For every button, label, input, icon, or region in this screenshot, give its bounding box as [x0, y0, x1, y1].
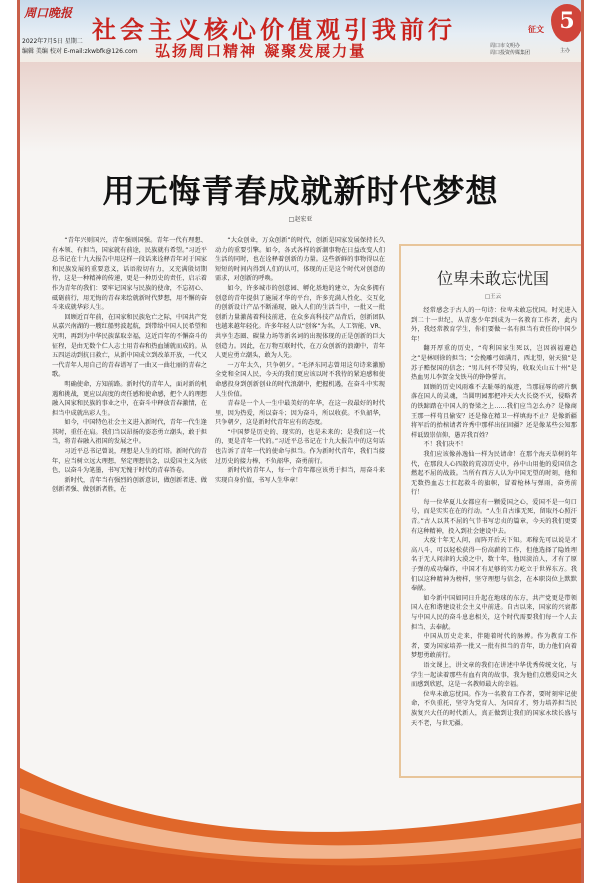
- organizer: 周口市文明办 周口投资传媒集团: [490, 43, 531, 56]
- paragraph: 习近平总书记曾说，理想是人生的灯塔。新时代的青年，应当树立远大理想，坚定理想信念，以爱国主义为底色，以奋斗为笔墨，书写无愧于时代的青春答卷。: [52, 448, 207, 475]
- paragraph: 新时代的青年人，每一个青年都应该勇于担当，用奋斗来实现自身价值，书写人生华章！: [215, 467, 385, 484]
- paragraph: 如今，中国特色社会主义进入新时代，青年一代生逢其时，重任在肩。我们当以昂扬的姿态勇立潮头，敢于担当，将青春融入祖国的发展之中。: [52, 419, 207, 446]
- banner-slogan: 社会主义核心价值观引我前行: [92, 15, 456, 44]
- paragraph: “大众创业，万众创新”的时代，创新是国家发展保持长久动力的重要引擎。如今，各式各样的新潮事物在日益改变人们生活的同时，也在诠释着创新的力量。这些新鲜的事物得以在短短的时间内得到人们的认可，体现的正是这个时代对创意的需求，对创新的呼唤。: [215, 237, 385, 283]
- paragraph: 不！我们决不！: [423, 441, 467, 449]
- newspaper-page: [17, 0, 584, 883]
- paragraph: 明确使命，方知前路。新时代的青年人，面对新的机遇和挑战，更应以高度的责任感和使命感，把个人的理想融入国家和民族的事业之中，在奋斗中释放青春激情，在担当中成就出彩人生。: [52, 380, 207, 417]
- editor-info: 编辑 美编 校对 E-mail:zkwbfk@126.com: [22, 48, 138, 55]
- organizer-role: 主办: [560, 48, 571, 54]
- paragraph: 一万年太久，只争朝夕。“毛泽东同志曾用这句诗来激励全党和全国人民，今天的我们更应该以时不我待的紧迫感和使命感投身到创新创业的时代浪潮中，把握机遇，在奋斗中实现人生价值。: [215, 361, 385, 398]
- newspaper-logo: 周口晚报: [24, 6, 73, 20]
- paragraph: 位卑未敢忘忧国。作为一名教育工作者，要时刻牢记使命，不负重托，坚守为党育人、为国育才，努力培养担当民族复兴大任的时代新人，真正做到让我们的国家永续长盛与天不老，与世无疆。: [411, 690, 577, 727]
- paragraph: 语文课上，讲文章的我们在讲述中华优秀传统文化，与学生一起读着那些有血有肉的故事，我为他们点燃爱国之火而感到欣慰，这是一名教师最大的幸福。: [411, 661, 577, 689]
- sidebar-article-byline: □王云: [484, 294, 502, 300]
- sidebar-article-box: [399, 244, 584, 778]
- sidebar-article-title: 位卑未敢忘忧国: [436, 269, 549, 288]
- paragraph: 每一位华夏儿女都应有一颗爱国之心，爱国不是一句口号，而是实实在在的行动。“人生自古谁无死，留取丹心照汗青。”古人以其不屈的气节书写忠贞的篇章，今天的我们更要有这种精神，投入到社会建设中去。: [411, 498, 577, 535]
- issue-date: 2022年7月5日 星期二: [22, 38, 83, 45]
- paragraph: 如今新中国如同日升起在地球的东方，共产党更是带领国人在和谐建设社会主义中前进。自古以来，国家的兴衰都与中国人民的奋斗息息相关，这个时代需要我们每一个人去担当、去奉献。: [411, 594, 577, 631]
- sidebar-article-body: [411, 306, 577, 774]
- paragraph: “青年兴则国兴，青年强则国强。青年一代有理想、有本领、有担当，国家就有前途，民族就有希望。”习近平总书记在十九大报告中用这样一段话来诠释青年对于国家和民族发展的重要意义，话语殷切有力，又充满殷切期待，这是一种精神的传递，更是一种历史的责任，启示着作为青年的我们：要牢记国家与民族的使命，不忘初心、砥砺前行，用无悔的青春来绘就新时代梦想，用不懈的奋斗来成就华彩人生。: [52, 237, 207, 312]
- masthead-banner: [20, 0, 581, 62]
- paragraph: 回顾近百年前，在国家和民族危亡之际，中国共产党从嘉兴南湖的一艘红船劈波起航，到带给中国人民希望和光明，再到为中华民族谋取幸福，这近百年的不懈奋斗的征程，是由无数个仁人志士用青春和热血铺就而成的。从五四运动到抗日救亡，从新中国成立到改革开放，一代又一代青年人用自己的青春谱写了一曲又一曲壮丽的青春之歌。: [52, 313, 207, 379]
- paragraph: 如今，许多城市的创意园、孵化基地的建立，为众多拥有创意的青年提供了施展才华的平台，许多充满人性化、交互化的创新设计产品不断涌现，融入人们的生活当中，一批又一批创新力量激荡着科技前进，在众多高科技产品背后，创新团队也越来越年轻化。许多年轻人以“创客”为名，人工智能、VR、共享生态圈、碳量力场等新名词的出现体现的正是创新的巨大创造力。因此，在万物互联时代，在万众创新的浪潮中，青年人更应勇立潮头，敢为人先。: [215, 284, 385, 360]
- paragraph: 回顾的历史风雨难不去耻辱的痕迹，当那屈辱的碎片飘落在国人的灵魂，当圆明园那把冲天大火长烧不灭，侵略者的铁蹄踏在中国人的脊梁之上……我们应当怎么办？是像商王那一样苟且偷安？还是像在精卫一样填海不止？是像新疆将军后的抬棺请者许秀中那样出征固疆？还是像某些公知那样诋毁崇信仰，愚弄我百姓？: [411, 383, 577, 439]
- paragraph: 中国从历史走来，伴随着时代的脉搏。作为教育工作者，要为国家培养一批又一批有担当的青年，助力他们向着梦想勇敢前行。: [411, 633, 577, 660]
- decorative-wave: [20, 768, 581, 883]
- article-column-1: [52, 236, 207, 788]
- page-number-pin-icon: 5: [551, 4, 583, 42]
- banner-tag: 征文: [528, 25, 544, 34]
- paragraph: “中国梦是历史的、现实的，也是未来的；是我们这一代的，更是青年一代的。”习近平总书记在十九大报告中的这句话也告诉了青年一代的使命与担当。作为新时代青年，我们当接过历史的接力棒，不负韶华，奋勇前行。: [215, 428, 385, 465]
- paragraph: 新时代，青年当有强烈的创新意识，做创新者进、做创新者强、做创新者胜，在: [52, 476, 207, 494]
- paragraph: 青春是一个人一生中最美好的年华，在这一段最好的时代里，因为热爱，所以奋斗；因为奋斗，所以收获。不负韶华，只争朝夕，这是新时代青年应有的态度。: [215, 400, 385, 427]
- article-column-2: [215, 236, 385, 776]
- paragraph: 我们应该像孙逸仙一样为民请命！在那个海天草树的年代，在那段人心四散的荒凉历史中，孙中山用他的爱国信念燃起不屈的战鼓。当所有西方人认为中国无望的时刻，他和无数热血志士扛起救斗的旗帜，冒着枪林与弹雨，奋勇前行！: [411, 450, 577, 497]
- paragraph: 经常感念于古人的一句诗：位卑未敢忘忧国。时光进入到二十一世纪，从青葱少年到成为一名教育工作者，此内外，我经常教育学生，你们要做一名有担当有责任的中国少年！: [411, 307, 577, 343]
- banner-subtitle: 弘扬周口精神 凝聚发展力量: [155, 42, 367, 60]
- paragraph: 大疫十年无人问，而阵开后天下知。邓稼先可以说是才高八斗，可以轻松获得一份高薪的工作，但他选择了隐姓埋名于无人问津的大漠之中，数十年，他因淡泊人，才有了原子弹的成功爆炸，中国才有足够的实力屹立于世界东方。我们以这种精神为榜样，坚守理想与信念，在本职岗位上默默奉献。: [411, 537, 577, 593]
- article-byline: □赵宏亚: [288, 216, 313, 223]
- paragraph: 翻开厚重的历史，“苟利国家生死以，岂因祸福避趋之”是林则徐的担当；“会挽雕弓如满月，西北望，射天狼”是苏子赡保国的信念；“男儿何不带吴钩，收取关山五十州”是热血男儿李贺金戈铁马的铮铮誓言。: [411, 345, 577, 382]
- article-title: 用无悔青春成就新时代梦想: [102, 172, 499, 210]
- header-fade: [20, 62, 581, 152]
